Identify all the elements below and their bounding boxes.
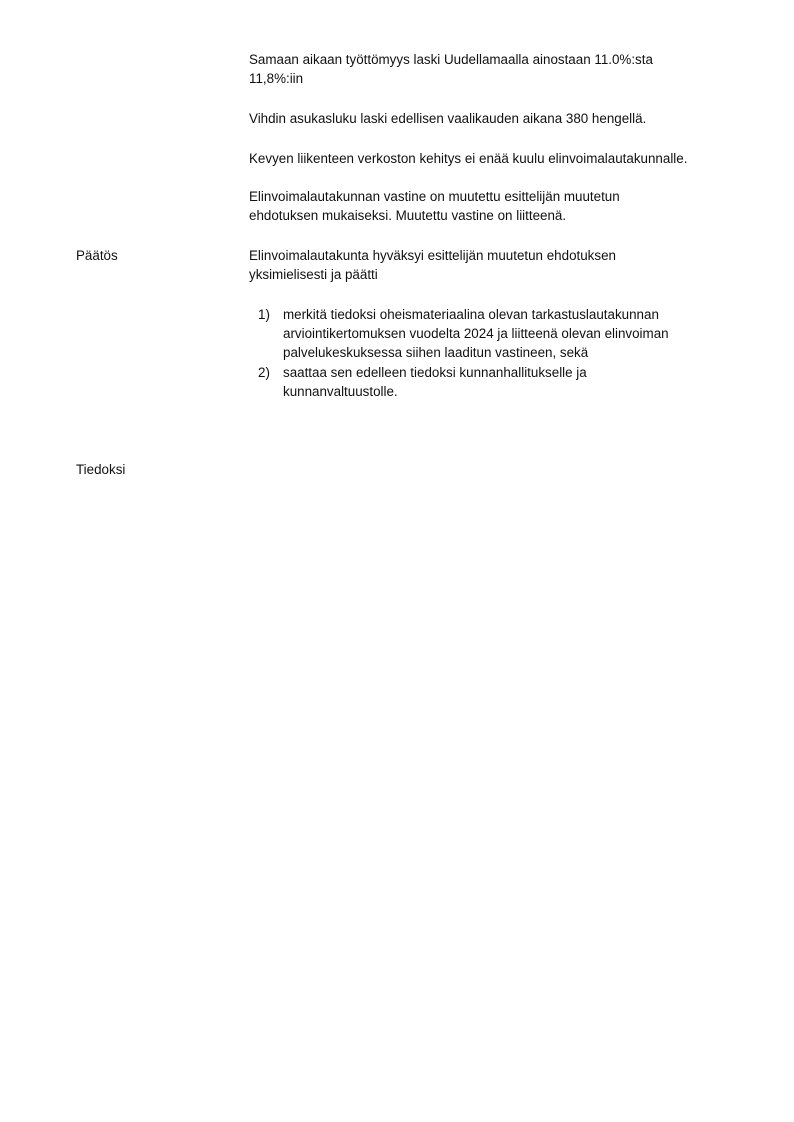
paragraph-line: Elinvoimalautakunnan vastine on muutettu esittelijän muutetun — [249, 189, 620, 204]
list-line: palvelukeskuksessa siihen laaditun vastineen, sekä — [283, 345, 589, 360]
list-item-text — [283, 363, 587, 401]
paragraph-line: 11,8%:iin — [249, 71, 304, 86]
list-item-text — [283, 305, 669, 362]
for-information-label: Tiedoksi — [76, 462, 126, 477]
decision-label: Päätös — [76, 248, 118, 263]
paragraph-line: ehdotuksen mukaiseksi. Muutettu vastine on liitteenä. — [249, 208, 567, 223]
list-line: merkitä tiedoksi oheismateriaalina olevan tarkastuslautakunnan — [283, 307, 659, 322]
list-line: saattaa sen edelleen tiedoksi kunnanhallitukselle ja — [283, 365, 587, 380]
list-number: 1) — [258, 307, 270, 322]
paragraph-response — [249, 187, 620, 225]
paragraph-line: Elinvoimalautakunta hyväksyi esittelijän muutetun ehdotuksen — [249, 248, 616, 263]
paragraph-line: yksimielisesti ja päätti — [249, 267, 378, 282]
list-number: 2) — [258, 365, 270, 380]
paragraph-light-traffic: Kevyen liikenteen verkoston kehitys ei enää kuulu elinvoimalautakunnalle. — [249, 151, 688, 166]
list-line: kunnanvaltuustolle. — [283, 384, 398, 399]
paragraph-unemployment — [249, 50, 653, 88]
list-line: arviointikertomuksen vuodelta 2024 ja liitteenä olevan elinvoiman — [283, 326, 669, 341]
paragraph-population: Vihdin asukasluku laski edellisen vaalikauden aikana 380 hengellä. — [249, 111, 647, 126]
paragraph-line: Samaan aikaan työttömyys laski Uudellamaalla ainostaan 11.0%:sta — [249, 52, 653, 67]
decision-text — [249, 246, 616, 284]
